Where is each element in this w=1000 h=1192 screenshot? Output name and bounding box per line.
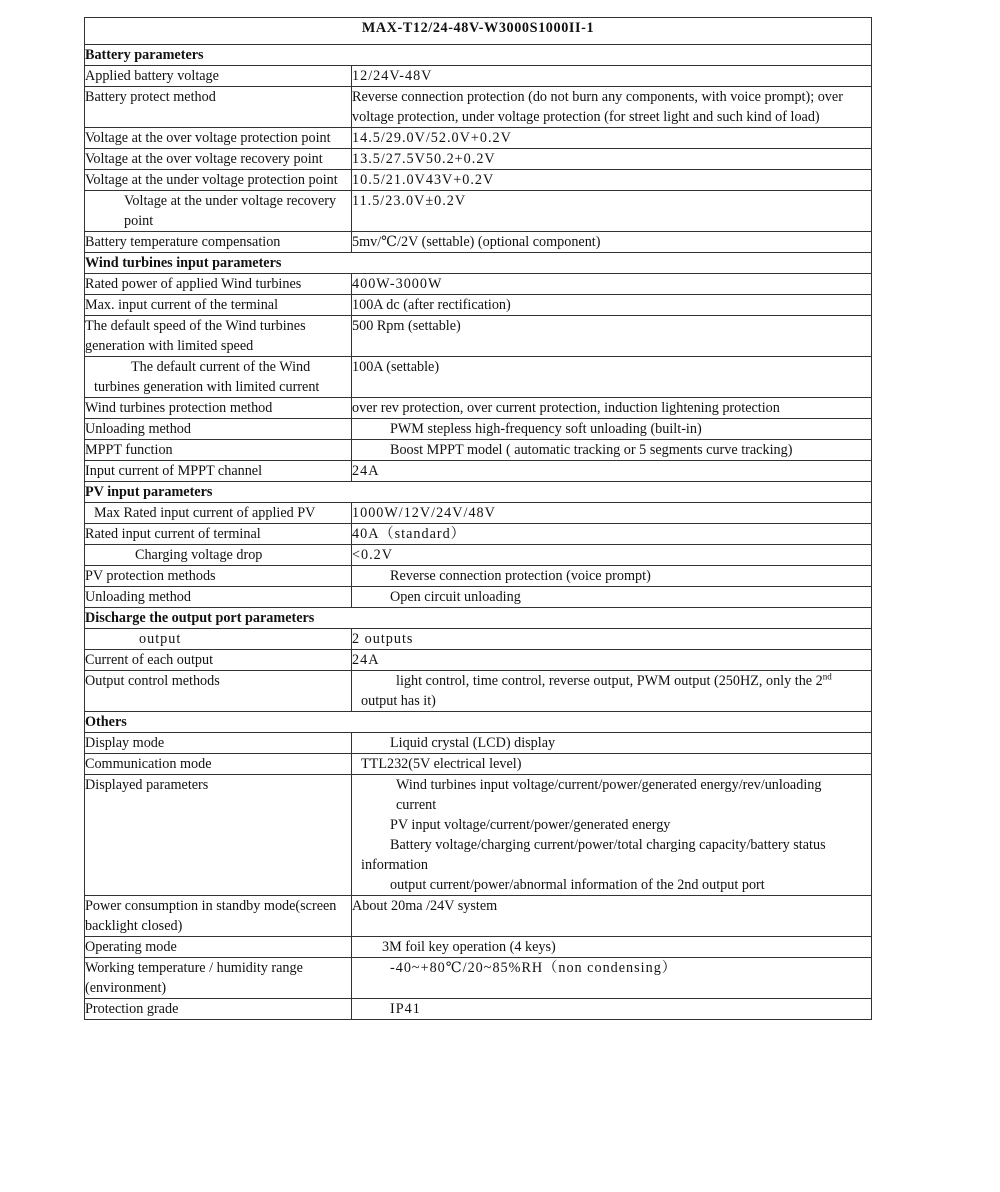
table-row (85, 440, 872, 461)
table-row (85, 295, 872, 316)
row-label: Applied battery voltage (85, 66, 352, 87)
table-row (85, 587, 872, 608)
row-label: Unloading method (85, 587, 352, 608)
row-value: 2 outputs (352, 629, 872, 650)
row-value: Reverse connection protection (voice prompt) (352, 566, 872, 587)
table-row (85, 775, 872, 896)
table-row (85, 629, 872, 650)
row-label: Max. input current of the terminal (85, 295, 352, 316)
row-value: 100A dc (after rectification) (352, 295, 872, 316)
row-label: Communication mode (85, 754, 352, 775)
table-row (85, 419, 872, 440)
row-value: TTL232(5V electrical level) (352, 754, 872, 775)
table-row (85, 896, 872, 937)
table-row (85, 128, 872, 149)
row-label: Voltage at the under voltage protection point (85, 170, 352, 191)
section-row (85, 608, 872, 629)
row-value: 13.5/27.5V50.2+0.2V (352, 149, 872, 170)
table-row (85, 999, 872, 1020)
row-value: PWM stepless high-frequency soft unloading (built-in) (352, 419, 872, 440)
title-row (85, 18, 872, 45)
row-label: MPPT function (85, 440, 352, 461)
row-value: 24A (352, 650, 872, 671)
row-value: 400W-3000W (352, 274, 872, 295)
table-row (85, 650, 872, 671)
table-row (85, 232, 872, 253)
row-label: PV protection methods (85, 566, 352, 587)
section-heading-wind: Wind turbines input parameters (85, 253, 872, 274)
section-heading-pv: PV input parameters (85, 482, 872, 503)
row-label: Working temperature / humidity range (environment) (85, 958, 352, 999)
row-value: About 20ma /24V system (352, 896, 872, 937)
value-line: output current/power/abnormal information of the 2nd output port (390, 877, 765, 893)
table-row (85, 357, 872, 398)
value-line: output has it) (361, 693, 436, 709)
section-row (85, 253, 872, 274)
row-value: 3M foil key operation (4 keys) (352, 937, 872, 958)
row-label: Display mode (85, 733, 352, 754)
table-row (85, 958, 872, 999)
row-value: Reverse connection protection (do not burn any components, with voice prompt); over voltage protection, under voltage protection (for street light and such kind of load) (352, 87, 872, 128)
row-label: The default speed of the Wind turbines generation with limited speed (85, 316, 352, 357)
model-title: MAX-T12/24-48V-W3000S1000II-1 (85, 18, 872, 45)
row-value: 12/24V-48V (352, 66, 872, 87)
row-value: Liquid crystal (LCD) display (352, 733, 872, 754)
row-label: Voltage at the over voltage recovery point (85, 149, 352, 170)
row-value: 5mv/℃/2V (settable) (optional component) (352, 232, 872, 253)
row-label: Output control methods (85, 671, 352, 712)
row-value (352, 775, 872, 896)
row-label: Rated input current of terminal (85, 524, 352, 545)
row-value: 100A (settable) (352, 357, 872, 398)
row-value: 24A (352, 461, 872, 482)
table-row (85, 149, 872, 170)
row-label: Protection grade (85, 999, 352, 1020)
table-row (85, 87, 872, 128)
value-line: Wind turbines input voltage/current/power/generated energy/rev/unloading current (396, 777, 822, 813)
value-line: information (361, 857, 428, 873)
row-value: 40A（standard） (352, 524, 872, 545)
row-value: -40~+80℃/20~85%RH（non condensing） (352, 958, 872, 999)
row-value: Open circuit unloading (352, 587, 872, 608)
table-row (85, 545, 872, 566)
table-row (85, 170, 872, 191)
table-row (85, 733, 872, 754)
table-row (85, 937, 872, 958)
row-label: Rated power of applied Wind turbines (85, 274, 352, 295)
row-label: Power consumption in standby mode(screen backlight closed) (85, 896, 352, 937)
row-label: Input current of MPPT channel (85, 461, 352, 482)
row-value: IP41 (352, 999, 872, 1020)
table-row (85, 566, 872, 587)
row-label: Unloading method (85, 419, 352, 440)
row-label: Voltage at the over voltage protection point (85, 128, 352, 149)
row-label: Max Rated input current of applied PV (85, 503, 352, 524)
row-label: Voltage at the under voltage recovery point (85, 191, 352, 232)
row-label: Charging voltage drop (85, 545, 352, 566)
section-heading-battery: Battery parameters (85, 45, 872, 66)
value-line: PV input voltage/current/power/generated energy (390, 817, 671, 833)
table-row (85, 191, 872, 232)
table-row (85, 316, 872, 357)
row-label: Current of each output (85, 650, 352, 671)
row-value: 14.5/29.0V/52.0V+0.2V (352, 128, 872, 149)
section-heading-others: Others (85, 712, 872, 733)
table-row (85, 461, 872, 482)
row-value: Boost MPPT model ( automatic tracking or 5 segments curve tracking) (352, 440, 872, 461)
row-label: Displayed parameters (85, 775, 352, 896)
table-row (85, 274, 872, 295)
row-value: over rev protection, over current protection, induction lightening protection (352, 398, 872, 419)
section-row (85, 712, 872, 733)
row-value: <0.2V (352, 545, 872, 566)
row-label: Battery protect method (85, 87, 352, 128)
section-row (85, 482, 872, 503)
spec-table (84, 17, 872, 1020)
section-row (85, 45, 872, 66)
table-row (85, 754, 872, 775)
row-label: Operating mode (85, 937, 352, 958)
row-value: 500 Rpm (settable) (352, 316, 872, 357)
value-line: light control, time control, reverse output, PWM output (250HZ, only the 2nd (396, 671, 832, 689)
table-row (85, 524, 872, 545)
table-row (85, 66, 872, 87)
row-label: Battery temperature compensation (85, 232, 352, 253)
row-label: The default current of the Wind turbines generation with limited current (85, 357, 352, 398)
row-label: Wind turbines protection method (85, 398, 352, 419)
row-label: output (85, 629, 352, 650)
row-value: 1000W/12V/24V/48V (352, 503, 872, 524)
row-value: 10.5/21.0V43V+0.2V (352, 170, 872, 191)
value-line: Battery voltage/charging current/power/total charging capacity/battery status (390, 837, 826, 853)
table-row (85, 503, 872, 524)
row-value: 11.5/23.0V±0.2V (352, 191, 872, 232)
section-heading-discharge: Discharge the output port parameters (85, 608, 872, 629)
table-row (85, 671, 872, 712)
table-row (85, 398, 872, 419)
row-value (352, 671, 872, 712)
